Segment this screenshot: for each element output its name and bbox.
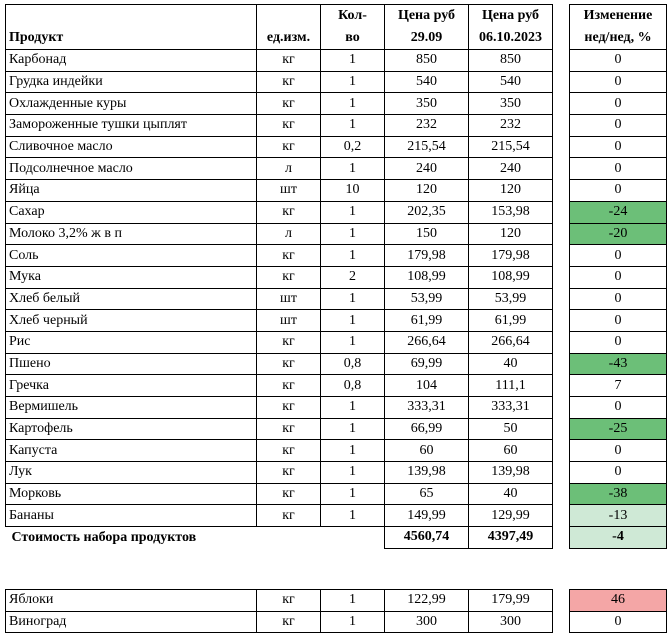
table-row: [6, 158, 667, 180]
qty-cell: 0,8: [321, 353, 385, 375]
price-1-cell: 540: [385, 71, 469, 93]
table-row: [6, 589, 667, 611]
table-row: [6, 353, 667, 375]
qty-cell: 1: [321, 483, 385, 505]
table-row: [6, 50, 667, 72]
table-body: [6, 50, 667, 527]
price-2-cell: 129,99: [469, 505, 553, 527]
unit-cell: кг: [257, 136, 321, 158]
change-cell: 0: [570, 462, 667, 484]
change-cell: 0: [570, 288, 667, 310]
qty-cell: 1: [321, 50, 385, 72]
price-1-cell: 300: [385, 611, 469, 633]
price-2-cell: 53,99: [469, 288, 553, 310]
col-header-product: Продукт: [6, 5, 257, 50]
change-cell: 0: [570, 440, 667, 462]
unit-cell: кг: [257, 397, 321, 419]
unit-cell: кг: [257, 483, 321, 505]
table-row: [6, 611, 667, 633]
change-cell: 0: [570, 331, 667, 353]
product-cell: Соль: [6, 245, 257, 267]
spacer-cell: [553, 310, 570, 332]
extra-body: [6, 589, 667, 632]
unit-cell: кг: [257, 331, 321, 353]
change-cell: -38: [570, 483, 667, 505]
total-change: -4: [570, 527, 667, 549]
price-1-cell: 53,99: [385, 288, 469, 310]
table-row: [6, 331, 667, 353]
price-2-cell: 266,64: [469, 331, 553, 353]
product-cell: Пшено: [6, 353, 257, 375]
price-2-cell: 40: [469, 483, 553, 505]
change-cell: 0: [570, 310, 667, 332]
unit-cell: кг: [257, 505, 321, 527]
unit-cell: кг: [257, 266, 321, 288]
spacer-cell: [553, 353, 570, 375]
spacer-cell: [553, 180, 570, 202]
col-header-price-2: Цена руб 06.10.2023: [469, 5, 553, 50]
qty-cell: 1: [321, 245, 385, 267]
price-2-cell: 179,98: [469, 245, 553, 267]
change-cell: 46: [570, 589, 667, 611]
table-row: [6, 223, 667, 245]
product-cell: Яблоки: [6, 589, 257, 611]
product-cell: Вермишель: [6, 397, 257, 419]
price-1-cell: 61,99: [385, 310, 469, 332]
product-cell: Гречка: [6, 375, 257, 397]
price-2-cell: 50: [469, 418, 553, 440]
table-row: [6, 115, 667, 137]
spacer-cell: [553, 375, 570, 397]
price-table: [5, 4, 667, 633]
change-cell: 0: [570, 158, 667, 180]
price-1-cell: 66,99: [385, 418, 469, 440]
blank-row: [6, 548, 667, 569]
table-row: [6, 266, 667, 288]
change-cell: 7: [570, 375, 667, 397]
unit-cell: кг: [257, 353, 321, 375]
price-1-cell: 202,35: [385, 201, 469, 223]
product-cell: Карбонад: [6, 50, 257, 72]
table-row: [6, 93, 667, 115]
qty-cell: 1: [321, 611, 385, 633]
qty-cell: 1: [321, 418, 385, 440]
unit-cell: кг: [257, 115, 321, 137]
spacer-cell: [553, 288, 570, 310]
qty-cell: 1: [321, 505, 385, 527]
price-1-cell: 850: [385, 50, 469, 72]
blank-row: [6, 569, 667, 590]
change-cell: 0: [570, 266, 667, 288]
unit-cell: л: [257, 223, 321, 245]
unit-cell: шт: [257, 288, 321, 310]
price-1-cell: 240: [385, 158, 469, 180]
table-row: [6, 201, 667, 223]
header-row: [6, 5, 667, 50]
unit-cell: кг: [257, 245, 321, 267]
price-2-cell: 333,31: [469, 397, 553, 419]
qty-cell: 1: [321, 115, 385, 137]
unit-cell: шт: [257, 310, 321, 332]
total-label: Стоимость набора продуктов: [11, 529, 197, 545]
qty-cell: 1: [321, 71, 385, 93]
spacer-cell: [553, 158, 570, 180]
price-2-cell: 139,98: [469, 462, 553, 484]
price-2-cell: 108,99: [469, 266, 553, 288]
qty-cell: 1: [321, 397, 385, 419]
qty-cell: 1: [321, 223, 385, 245]
price-2-cell: 850: [469, 50, 553, 72]
change-cell: 0: [570, 50, 667, 72]
qty-cell: 10: [321, 180, 385, 202]
change-cell: 0: [570, 180, 667, 202]
price-2-cell: 179,99: [469, 589, 553, 611]
change-cell: -25: [570, 418, 667, 440]
table-row: [6, 505, 667, 527]
table-row: [6, 245, 667, 267]
qty-cell: 1: [321, 158, 385, 180]
product-cell: Рис: [6, 331, 257, 353]
price-2-cell: 61,99: [469, 310, 553, 332]
unit-cell: кг: [257, 418, 321, 440]
col-header-price-1: Цена руб 29.09: [385, 5, 469, 50]
spacer-cell: [553, 136, 570, 158]
spacer-cell: [553, 115, 570, 137]
price-2-cell: 153,98: [469, 201, 553, 223]
price-2-cell: 350: [469, 93, 553, 115]
qty-cell: 1: [321, 589, 385, 611]
price-2-cell: 60: [469, 440, 553, 462]
change-cell: 0: [570, 115, 667, 137]
table-row: [6, 375, 667, 397]
product-cell: Бананы: [6, 505, 257, 527]
price-1-cell: 215,54: [385, 136, 469, 158]
price-2-cell: 215,54: [469, 136, 553, 158]
unit-cell: кг: [257, 375, 321, 397]
spacer-cell: [553, 245, 570, 267]
product-cell: Лук: [6, 462, 257, 484]
price-2-cell: 120: [469, 180, 553, 202]
price-1-cell: 333,31: [385, 397, 469, 419]
spacer-cell: [553, 611, 570, 633]
change-cell: -43: [570, 353, 667, 375]
qty-cell: 1: [321, 462, 385, 484]
product-cell: Мука: [6, 266, 257, 288]
spacer-cell: [553, 5, 570, 50]
unit-cell: кг: [257, 71, 321, 93]
change-cell: 0: [570, 397, 667, 419]
price-1-cell: 69,99: [385, 353, 469, 375]
table-row: [6, 136, 667, 158]
spacer-cell: [553, 331, 570, 353]
unit-cell: кг: [257, 462, 321, 484]
spacer-cell: [553, 483, 570, 505]
table-row: [6, 288, 667, 310]
spacer-cell: [553, 201, 570, 223]
price-1-cell: 149,99: [385, 505, 469, 527]
change-cell: -24: [570, 201, 667, 223]
price-1-cell: 350: [385, 93, 469, 115]
spacer-cell: [553, 93, 570, 115]
price-1-cell: 266,64: [385, 331, 469, 353]
qty-cell: 0,8: [321, 375, 385, 397]
price-1-cell: 179,98: [385, 245, 469, 267]
qty-cell: 1: [321, 440, 385, 462]
table-row: [6, 440, 667, 462]
price-2-cell: 240: [469, 158, 553, 180]
qty-cell: 1: [321, 310, 385, 332]
qty-cell: 1: [321, 288, 385, 310]
total-price-1: 4560,74: [385, 527, 469, 549]
spacer-cell: [553, 589, 570, 611]
spacer-cell: [553, 223, 570, 245]
price-2-cell: 540: [469, 71, 553, 93]
change-cell: 0: [570, 136, 667, 158]
spacer-cell: [553, 418, 570, 440]
total-row: [6, 527, 667, 549]
unit-cell: кг: [257, 93, 321, 115]
price-1-cell: 108,99: [385, 266, 469, 288]
qty-cell: 1: [321, 201, 385, 223]
unit-cell: шт: [257, 180, 321, 202]
total-price-2: 4397,49: [469, 527, 553, 549]
table-row: [6, 418, 667, 440]
product-cell: Капуста: [6, 440, 257, 462]
product-cell: Картофель: [6, 418, 257, 440]
price-1-cell: 150: [385, 223, 469, 245]
spacer-cell: [553, 266, 570, 288]
change-cell: 0: [570, 71, 667, 93]
qty-cell: 2: [321, 266, 385, 288]
col-header-unit: ед.изм.: [257, 5, 321, 50]
table-row: [6, 180, 667, 202]
price-2-cell: 232: [469, 115, 553, 137]
table-row: [6, 71, 667, 93]
spacer-cell: [553, 397, 570, 419]
price-2-cell: 300: [469, 611, 553, 633]
unit-cell: кг: [257, 50, 321, 72]
col-header-qty: Кол- во: [321, 5, 385, 50]
price-1-cell: 139,98: [385, 462, 469, 484]
product-cell: Яйца: [6, 180, 257, 202]
change-cell: 0: [570, 245, 667, 267]
spacer-cell: [553, 440, 570, 462]
change-cell: 0: [570, 93, 667, 115]
qty-cell: 0,2: [321, 136, 385, 158]
product-cell: Молоко 3,2% ж в п: [6, 223, 257, 245]
price-1-cell: 65: [385, 483, 469, 505]
spacer-cell: [553, 462, 570, 484]
table-row: [6, 310, 667, 332]
table-row: [6, 462, 667, 484]
product-cell: Замороженные тушки цыплят: [6, 115, 257, 137]
product-cell: Грудка индейки: [6, 71, 257, 93]
change-cell: -13: [570, 505, 667, 527]
price-1-cell: 120: [385, 180, 469, 202]
price-1-cell: 60: [385, 440, 469, 462]
product-cell: Морковь: [6, 483, 257, 505]
col-header-change: Изменение нед/нед, %: [570, 5, 667, 50]
price-1-cell: 232: [385, 115, 469, 137]
price-2-cell: 40: [469, 353, 553, 375]
change-cell: 0: [570, 611, 667, 633]
change-cell: -20: [570, 223, 667, 245]
price-1-cell: 104: [385, 375, 469, 397]
table-row: [6, 397, 667, 419]
unit-cell: кг: [257, 201, 321, 223]
product-cell: Подсолнечное масло: [6, 158, 257, 180]
product-cell: Виноград: [6, 611, 257, 633]
product-cell: Сахар: [6, 201, 257, 223]
unit-cell: л: [257, 158, 321, 180]
price-1-cell: 122,99: [385, 589, 469, 611]
qty-cell: 1: [321, 331, 385, 353]
unit-cell: кг: [257, 589, 321, 611]
spacer-cell: [553, 505, 570, 527]
product-cell: Хлеб белый: [6, 288, 257, 310]
product-cell: Хлеб черный: [6, 310, 257, 332]
product-cell: Сливочное масло: [6, 136, 257, 158]
spacer-cell: [553, 50, 570, 72]
unit-cell: кг: [257, 611, 321, 633]
unit-cell: кг: [257, 440, 321, 462]
qty-cell: 1: [321, 93, 385, 115]
price-2-cell: 111,1: [469, 375, 553, 397]
spacer-cell: [553, 71, 570, 93]
product-cell: Охлажденные куры: [6, 93, 257, 115]
total-body: [6, 527, 667, 590]
price-2-cell: 120: [469, 223, 553, 245]
table-row: [6, 483, 667, 505]
